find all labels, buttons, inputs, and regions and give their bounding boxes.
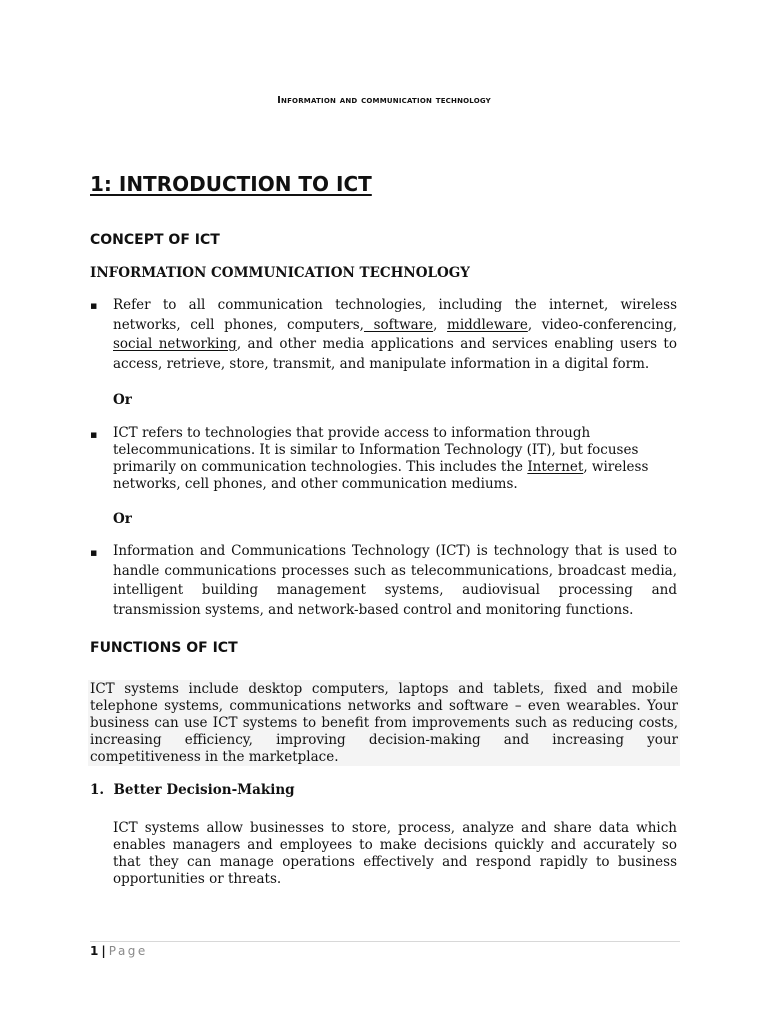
bullet2-text-a: ICT refers to technologies that provide access to information through telecommunications. It is similar to Information Technology (IT), but focuses primarily on communication technologies. This includes the <box>113 425 639 475</box>
bullet-paragraph-3: Information and Communications Technology (ICT) is technology that is used to handle communications processes such as telecommunications, broadcast media, intelligent building management systems, audiovisual processing and transmission systems, and network-based control and monitoring functions. <box>113 543 677 618</box>
link-middleware[interactable]: middleware <box>447 316 528 333</box>
concept-heading: CONCEPT OF ICT <box>90 232 220 248</box>
bullet1-text-b: , <box>433 316 448 333</box>
chapter-title: 1: INTRODUCTION TO ICT <box>90 172 372 196</box>
footer-divider <box>90 941 680 942</box>
list-number: 1. <box>90 782 105 798</box>
bullet-icon: ▪ <box>90 299 98 312</box>
running-header: Information and communication technology <box>277 95 491 106</box>
bullet1-text-a: Refer to all communication technologies, including the internet, wireless networks, cell phones, computers, <box>113 297 677 333</box>
or-separator-1: Or <box>113 392 132 408</box>
or-separator-2: Or <box>113 511 132 527</box>
functions-heading: FUNCTIONS OF ICT <box>90 640 238 656</box>
concept-subheading: INFORMATION COMMUNICATION TECHNOLOGY <box>90 265 470 281</box>
page-label: Page <box>108 944 148 958</box>
list-item-body: ICT systems allow businesses to store, process, analyze and share data which enables managers and employees to make decisions quickly and accurately so that they can manage operations effectively and respond rapidly to business opportunities or threats. <box>113 820 677 887</box>
bullet-paragraph-2 <box>113 425 658 493</box>
footer-separator: | <box>101 944 106 958</box>
bullet1-text-d: , and other media applications and services enabling users to access, retrieve, store, transmit, and manipulate information in a digital form. <box>113 336 677 372</box>
list-title: Better Decision-Making <box>113 782 295 798</box>
link-software[interactable]: software <box>363 316 434 333</box>
list-item-heading <box>90 782 295 798</box>
functions-intro: ICT systems include desktop computers, laptops and tablets, fixed and mobile telephone systems, communications networks and software – even wearables. Your business can use ICT systems to benefit from improvements such as reducing costs, increasing efficiency, improving decision-making and increasing your competitiveness in the marketplace. <box>90 681 678 765</box>
bullet1-text-c: , video-conferencing, <box>527 316 677 333</box>
bullet-icon: ▪ <box>90 546 98 559</box>
link-internet[interactable]: Internet <box>527 459 584 475</box>
bullet-paragraph-1 <box>113 296 677 374</box>
link-social-networking[interactable]: social networking <box>113 336 237 352</box>
page-footer <box>90 944 148 958</box>
page-number: 1 <box>90 944 99 958</box>
bullet-icon: ▪ <box>90 428 98 441</box>
bullet2-text-b: , wireless networks, cell phones, and other communication mediums. <box>113 459 649 492</box>
